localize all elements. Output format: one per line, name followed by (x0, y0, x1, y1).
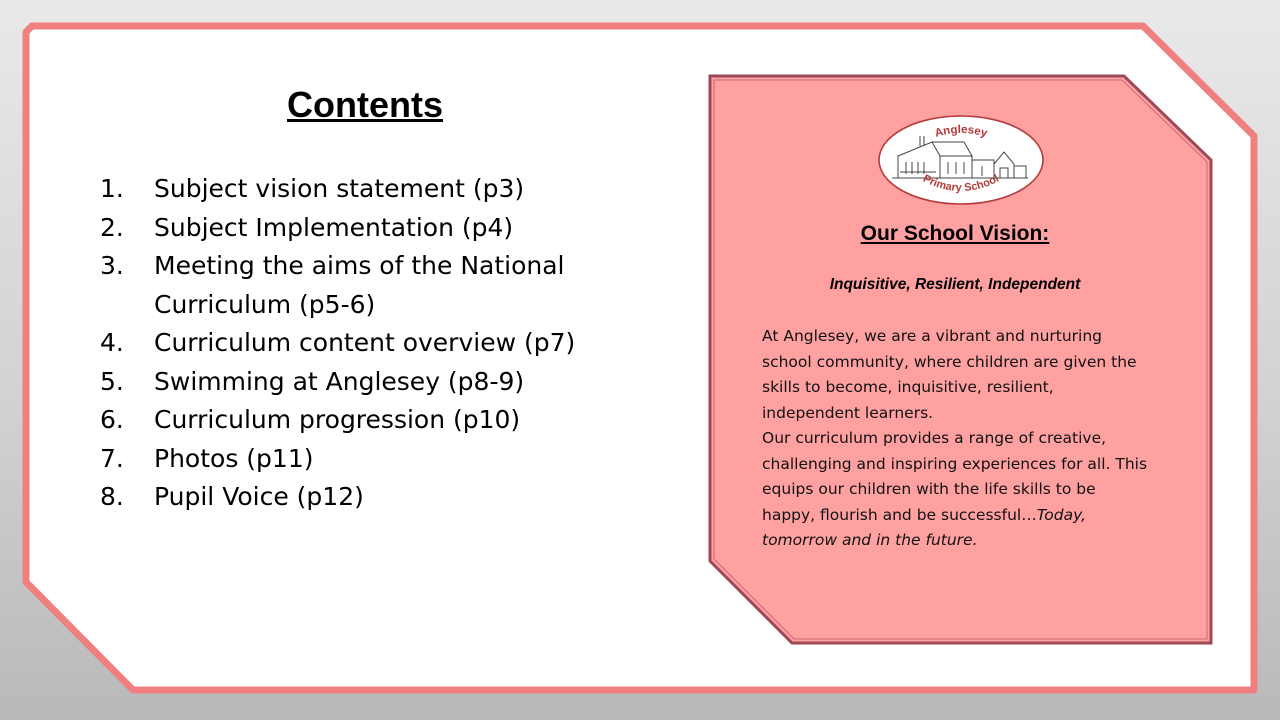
list-item-number: 5. (100, 366, 124, 396)
contents-title: Contents (287, 84, 443, 125)
vision-paragraph-2 (762, 426, 1150, 554)
vision-card (760, 112, 1150, 554)
list-item (100, 440, 660, 479)
list-item-text: Swimming at Anglesey (p8-9) (154, 366, 525, 396)
list-item-text: Curriculum progression (p10) (154, 405, 521, 434)
vision-title: Our School Vision: (860, 222, 1050, 245)
list-item (100, 363, 660, 402)
contents-list (100, 170, 660, 517)
vision-paragraph-2-main: Our curriculum provides a range of creative, challenging and inspiring experiences for all. This equips our children with the life skills to be happy, flourish and be successful… (762, 429, 1148, 524)
vision-paragraph-2-italic: Today, tomorrow and in the future. (762, 505, 1086, 549)
list-item (100, 170, 660, 209)
list-item-number: 1. (100, 174, 124, 203)
logo-bottom-text: Primary School (921, 172, 1001, 195)
list-item (100, 324, 660, 363)
list-item-number: 7. (100, 443, 124, 473)
list-item-number: 3. (100, 251, 124, 280)
list-item-text: Subject vision statement (p3) (154, 174, 525, 203)
list-item-number: 4. (100, 328, 124, 357)
list-item (100, 247, 660, 324)
school-logo (876, 112, 1046, 208)
vision-paragraph-1: At Anglesey, we are a vibrant and nurturing school community, where children are given the skills to become, inquisitive, resilient, independent learners. (762, 327, 1137, 422)
list-item (100, 209, 660, 248)
list-item (100, 478, 660, 517)
list-item-text: Photos (p11) (154, 443, 314, 473)
list-item-text: Curriculum content overview (p7) (154, 328, 576, 357)
logo-top-text: Anglesey (933, 123, 989, 140)
list-item-text: Meeting the aims of the National Curriculum (p5-6) (154, 251, 565, 319)
vision-motto: Inquisitive, Resilient, Independent (829, 276, 1081, 293)
list-item (100, 401, 660, 440)
list-item-number: 8. (100, 482, 124, 511)
list-item-number: 6. (100, 405, 124, 434)
vision-statement (762, 324, 1150, 554)
list-item-number: 2. (100, 212, 124, 242)
list-item-text: Subject Implementation (p4) (154, 212, 514, 242)
list-item-text: Pupil Voice (p12) (154, 482, 364, 511)
